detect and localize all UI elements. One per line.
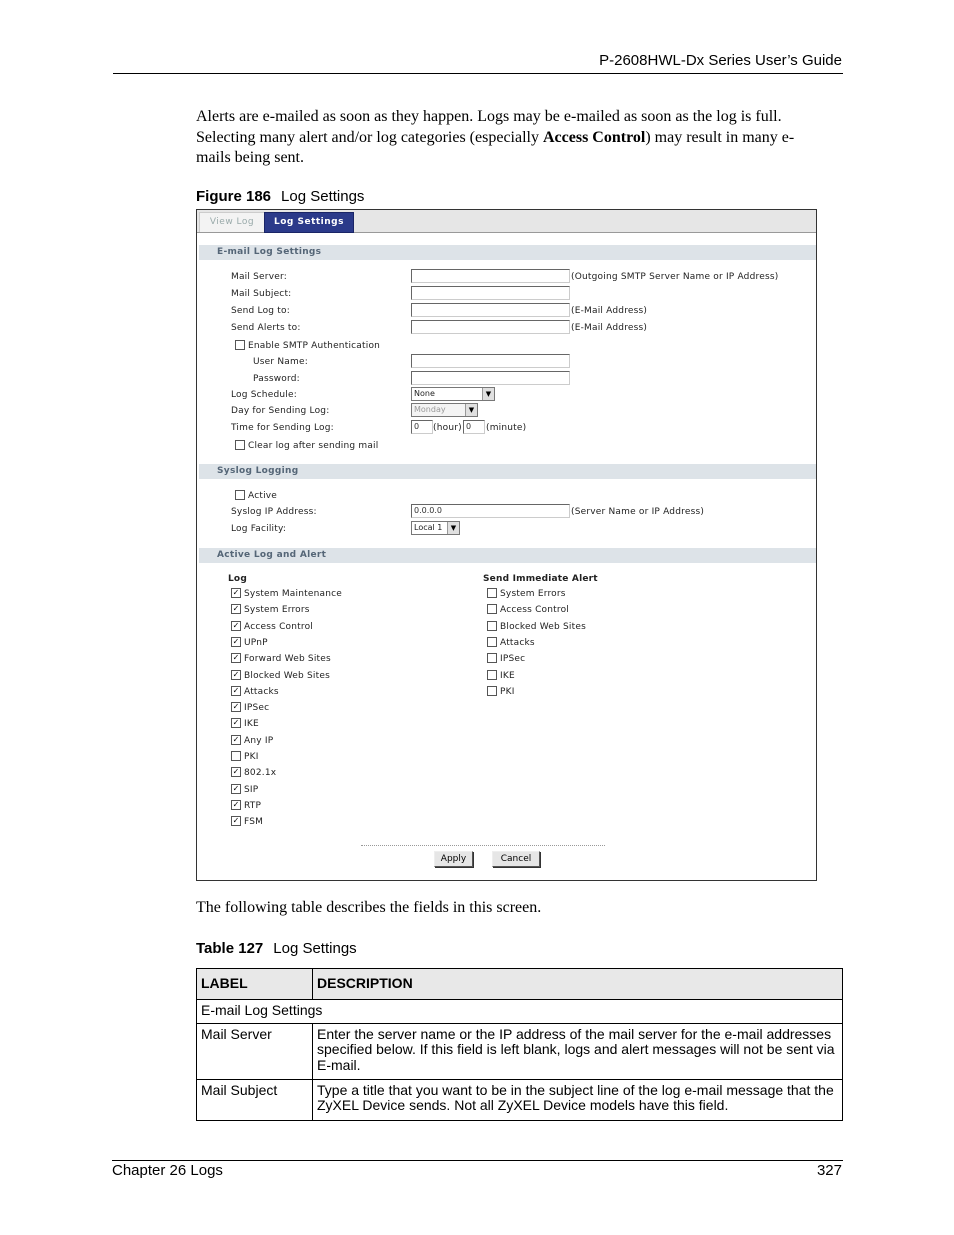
hour-unit: (hour) (433, 423, 462, 433)
table-section-row (197, 1000, 843, 1024)
table-row (197, 1023, 843, 1079)
log-schedule-label: Log Schedule: (231, 390, 297, 400)
category-checkbox[interactable] (487, 686, 497, 696)
category-checkbox[interactable] (487, 637, 497, 647)
category-checkbox[interactable] (487, 670, 497, 680)
category-label: SIP (244, 784, 259, 795)
intro-line-2 (196, 128, 844, 149)
time-for-sending-label: Time for Sending Log: (231, 423, 334, 433)
category-label: Attacks (244, 686, 279, 697)
syslog-active-label: Active (248, 491, 278, 501)
password-label: Password: (253, 374, 300, 384)
day-for-sending-label: Day for Sending Log: (231, 406, 330, 416)
mail-server-input[interactable] (411, 269, 570, 283)
category-label: Access Control (500, 605, 570, 616)
category-checkbox[interactable]: ✓ (232, 653, 240, 663)
send-log-hint: (E-Mail Address) (571, 306, 648, 316)
minute-input[interactable]: 0 (463, 420, 485, 434)
log-schedule-select[interactable] (411, 387, 495, 401)
cancel-button[interactable]: Cancel (492, 851, 540, 867)
password-input[interactable] (411, 371, 570, 385)
category-label: Attacks (500, 637, 535, 648)
intro-line-1: Alerts are e-mailed as soon as they happen. Logs may be e-mailed as soon as the log is full. (196, 108, 782, 125)
figure-number: Figure 186 (196, 188, 272, 205)
button-divider (361, 845, 605, 846)
intro-access-control: Access Control (542, 128, 646, 146)
chevron-down-icon: ▼ (447, 522, 459, 534)
footer-rule (112, 1160, 843, 1161)
category-checkbox[interactable]: ✓ (232, 816, 240, 826)
category-checkbox[interactable] (487, 621, 497, 631)
category-label: Any IP (244, 735, 274, 746)
row-description: Enter the server name or the IP address of the mail server for the e-mail addresses specified below. If this field is left blank, logs and alert messages will not be sent via E-mail. (313, 1023, 843, 1079)
mail-server-label: Mail Server: (231, 272, 287, 282)
footer-chapter: Chapter 26 Logs (112, 1162, 223, 1179)
hour-input[interactable]: 0 (411, 420, 433, 434)
category-checkbox[interactable] (487, 653, 497, 663)
alert-column-header: Send Immediate Alert (483, 574, 598, 584)
clear-log-checkbox[interactable] (235, 440, 245, 450)
smtp-auth-label: Enable SMTP Authentication (248, 341, 381, 351)
log-settings-table (196, 968, 843, 1121)
chevron-down-icon: ▼ (482, 388, 494, 400)
figure-caption (196, 188, 364, 205)
log-facility-value: Local 1 (414, 523, 443, 532)
log-schedule-value: None (414, 389, 435, 398)
table-header-row (197, 969, 843, 1000)
user-name-label: User Name: (253, 357, 308, 367)
day-for-sending-value: Monday (414, 405, 446, 414)
category-label: PKI (500, 686, 515, 697)
category-checkbox[interactable]: ✓ (232, 685, 240, 695)
row-label: Mail Subject (197, 1079, 313, 1120)
category-label: RTP (244, 800, 262, 811)
table-intro-text: The following table describes the fields in this screen. (196, 899, 542, 916)
row-label: Mail Server (197, 1023, 313, 1079)
category-checkbox[interactable]: ✓ (232, 702, 240, 712)
syslog-ip-hint: (Server Name or IP Address) (571, 507, 705, 517)
user-name-input[interactable] (411, 354, 570, 368)
intro-line-3: mails being sent. (196, 149, 304, 166)
table-row (197, 1079, 843, 1120)
category-checkbox[interactable]: ✓ (232, 718, 240, 728)
category-checkbox[interactable]: ✓ (232, 620, 240, 630)
table-section-label: E-mail Log Settings (197, 1000, 843, 1024)
footer-page-number: 327 (816, 1162, 842, 1179)
day-for-sending-select[interactable] (411, 403, 478, 417)
syslog-ip-input[interactable]: 0.0.0.0 (411, 504, 570, 518)
category-label: Blocked Web Sites (244, 670, 330, 681)
send-alerts-label: Send Alerts to: (231, 323, 301, 333)
category-label: IPSec (244, 703, 270, 714)
category-label: System Maintenance (244, 589, 342, 599)
category-label: Forward Web Sites (244, 654, 331, 665)
category-label: IKE (500, 670, 515, 681)
category-label: Blocked Web Sites (500, 621, 586, 632)
category-label: UPnP (244, 637, 268, 648)
figure-title: Log Settings (281, 188, 365, 205)
log-facility-select[interactable] (411, 521, 460, 535)
category-checkbox[interactable]: ✓ (232, 783, 240, 793)
tab-log-settings[interactable]: Log Settings (264, 212, 354, 233)
send-alerts-hint: (E-Mail Address) (571, 323, 648, 333)
log-facility-label: Log Facility: (231, 524, 287, 534)
syslog-ip-label: Syslog IP Address: (231, 507, 317, 517)
category-checkbox[interactable]: ✓ (232, 636, 240, 646)
category-label: Access Control (244, 621, 314, 632)
category-checkbox[interactable]: ✓ (232, 604, 240, 614)
category-label: PKI (244, 752, 259, 762)
active-log-section-header: Active Log and Alert (199, 548, 816, 563)
category-label: IPSec (500, 654, 526, 665)
send-alerts-input[interactable] (411, 320, 570, 334)
intro-line-2c: ) may result in many e- (645, 128, 795, 146)
tab-view-log[interactable]: View Log (199, 212, 265, 232)
category-checkbox[interactable] (487, 604, 497, 614)
table-number: Table 127 (196, 940, 264, 957)
chevron-down-icon: ▼ (465, 404, 477, 416)
clear-log-label: Clear log after sending mail (248, 441, 379, 451)
category-label: 802.1x (244, 768, 277, 779)
syslog-section-header: Syslog Logging (199, 464, 816, 479)
syslog-active-checkbox[interactable] (235, 490, 245, 500)
guide-title: P-2608HWL-Dx Series User’s Guide (599, 52, 842, 69)
email-section-header: E-mail Log Settings (199, 245, 816, 260)
category-checkbox[interactable]: ✓ (232, 588, 240, 597)
category-label: FSM (244, 817, 264, 828)
category-checkbox[interactable]: ✓ (232, 669, 240, 679)
intro-line-2a: Selecting many alert and/or log categories (especially (196, 128, 543, 146)
category-label: System Errors (244, 605, 310, 616)
row-description: Type a title that you want to be in the subject line of the log e-mail message that the ZyXEL Device sends. Not all ZyXEL Device models have this field. (313, 1079, 843, 1120)
mail-subject-input[interactable] (411, 286, 570, 300)
category-checkbox[interactable]: ✓ (232, 799, 240, 809)
tab-bar (197, 210, 816, 233)
category-checkbox[interactable] (231, 751, 241, 761)
table-title: Log Settings (273, 940, 357, 957)
mail-server-hint: (Outgoing SMTP Server Name or IP Address) (571, 272, 779, 282)
category-checkbox[interactable] (487, 588, 497, 598)
apply-button[interactable]: Apply (434, 851, 473, 867)
send-log-label: Send Log to: (231, 306, 290, 316)
table-caption (196, 940, 357, 957)
category-checkbox[interactable]: ✓ (232, 767, 240, 777)
category-label: System Errors (500, 589, 566, 599)
mail-subject-label: Mail Subject: (231, 289, 292, 299)
smtp-auth-checkbox[interactable] (235, 340, 245, 350)
minute-unit: (minute) (486, 423, 527, 433)
send-log-input[interactable] (411, 303, 570, 317)
log-column-header: Log (228, 574, 247, 584)
label-column-header: LABEL (197, 969, 313, 1000)
header-rule (113, 73, 843, 74)
intro-paragraph (196, 107, 844, 169)
log-settings-screenshot (196, 209, 817, 881)
description-column-header: DESCRIPTION (313, 969, 843, 1000)
category-label: IKE (244, 719, 259, 730)
category-checkbox[interactable]: ✓ (232, 734, 240, 744)
